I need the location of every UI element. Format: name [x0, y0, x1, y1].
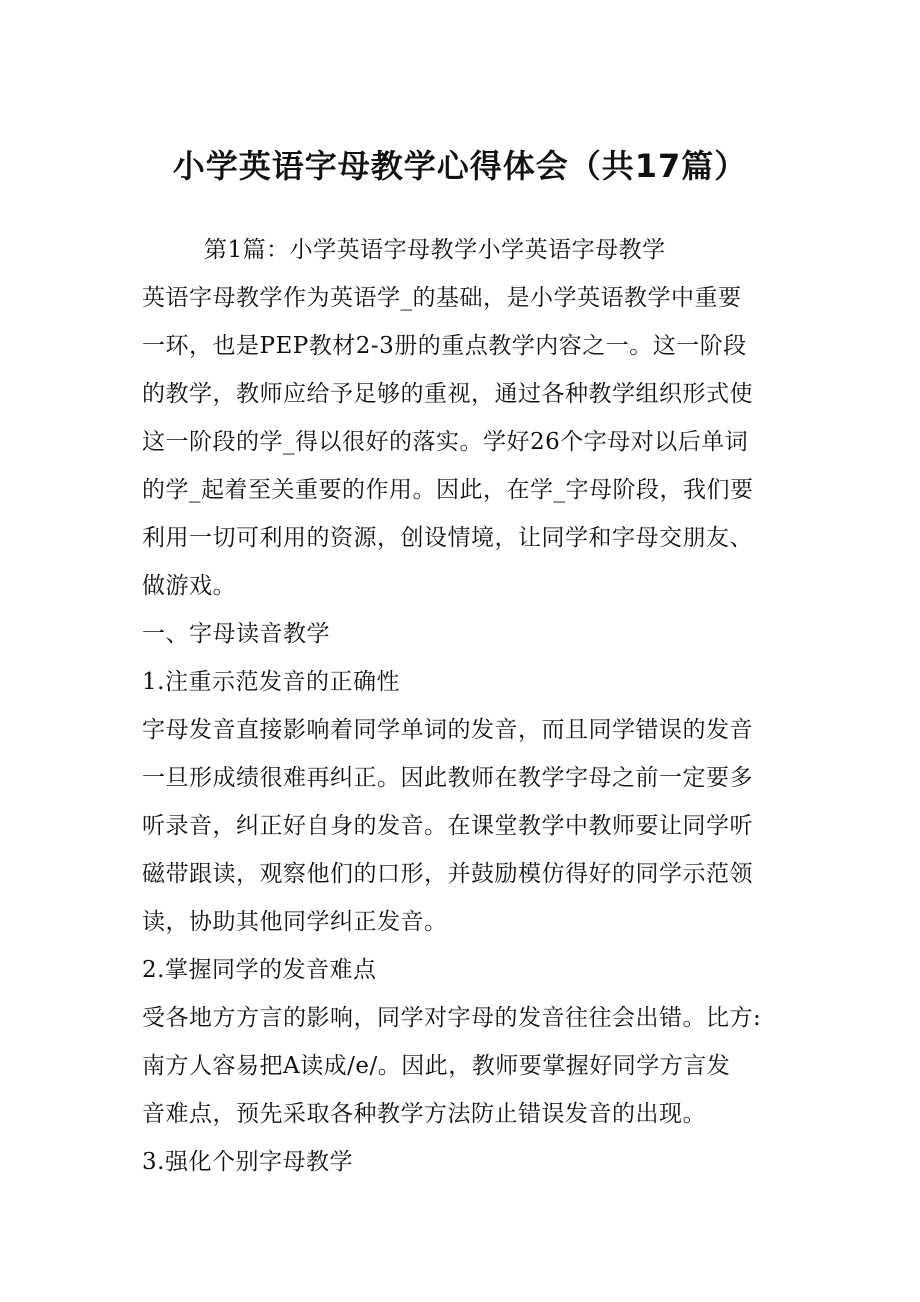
section-heading: 一、字母读音教学: [142, 621, 330, 647]
paragraph-line: 读，协助其他同学纠正发音。: [142, 909, 448, 935]
paragraph-line: 利用一切可利用的资源，创设情境，让同学和字母交朋友、: [142, 525, 753, 551]
paragraph-line: 的学_起着至关重要的作用。因此，在学_字母阶段，我们要: [142, 477, 754, 503]
paragraph-line: 音难点，预先采取各种教学方法防止错误发音的出现。: [142, 1101, 706, 1127]
paragraph-line: 一环，也是PEP教材2-3册的重点教学内容之一。这一阶段: [142, 333, 747, 359]
paragraph-line: 这一阶段的学_得以很好的落实。学好26个字母对以后单词: [142, 429, 749, 455]
paragraph-line: 一旦形成绩很难再纠正。因此教师在教学字母之前一定要多: [142, 765, 753, 791]
paragraph-line: 字母发音直接影响着同学单词的发音，而且同学错误的发音: [142, 717, 753, 743]
paragraph-line: 的教学，教师应给予足够的重视，通过各种教学组织形式使: [142, 381, 753, 407]
document-title: 小学英语字母教学心得体会（共17篇）: [172, 147, 748, 185]
subsection-heading: 2.掌握同学的发音难点: [142, 957, 377, 983]
paragraph-line: 做游戏。: [142, 573, 236, 599]
paragraph-line: 听录音，纠正好自身的发音。在课堂教学中教师要让同学听: [142, 813, 753, 839]
subsection-heading: 1.注重示范发音的正确性: [142, 669, 400, 695]
paragraph-line: 磁带跟读，观察他们的口形，并鼓励模仿得好的同学示范领: [142, 861, 753, 887]
paragraph-line: 受各地方方言的影响，同学对字母的发音往往会出错。比方:: [142, 1005, 762, 1031]
paragraph-line: 南方人容易把A读成/e/。因此，教师要掌握好同学方言发: [142, 1053, 731, 1079]
section-heading: 第1篇：小学英语字母教学小学英语字母教学: [204, 237, 666, 263]
paragraph-line: 英语字母教学作为英语学_的基础，是小学英语教学中重要: [142, 285, 742, 311]
subsection-heading: 3.强化个别字母教学: [142, 1149, 353, 1175]
document-body: [142, 226, 798, 1186]
